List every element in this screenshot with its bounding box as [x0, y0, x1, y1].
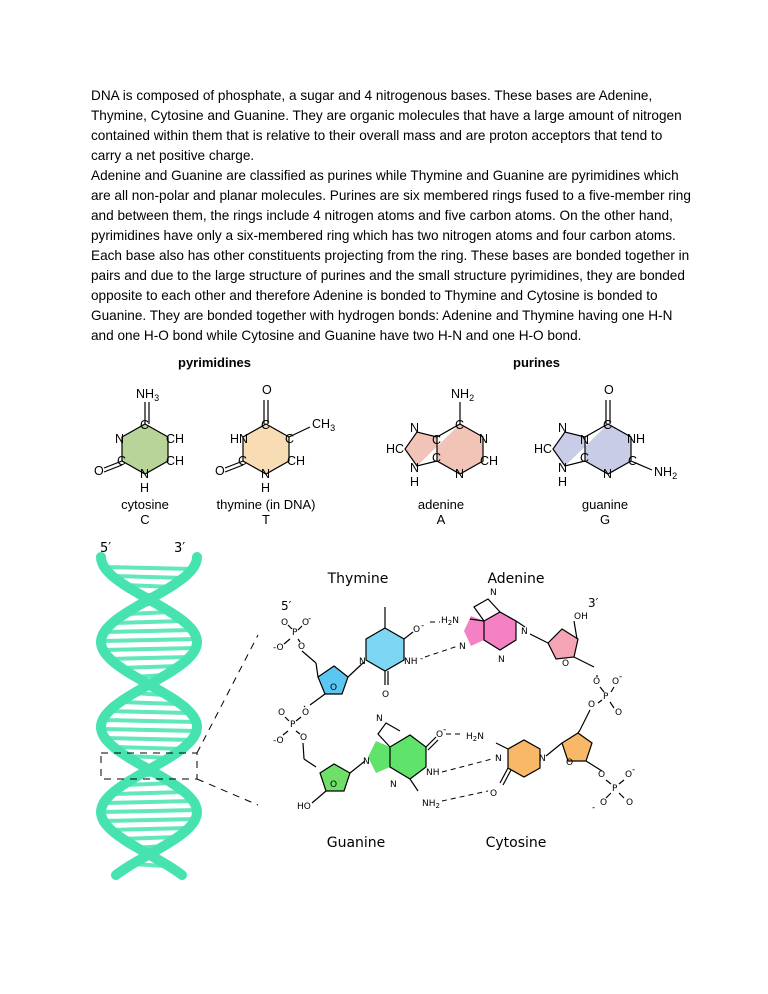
svg-text:C: C: [238, 454, 248, 468]
thymine-label: Thymine: [327, 571, 389, 587]
helix-rung: [101, 639, 196, 641]
svg-text:O: O: [436, 730, 444, 740]
svg-text:H2N: $H_2N$: [441, 616, 459, 627]
sugar-top-right: [530, 612, 594, 669]
body-text: [91, 86, 691, 346]
svg-text:C: C: [580, 451, 590, 465]
svg-text:CH: CH: [287, 454, 306, 468]
svg-text:NH2: $NH_2$: [422, 799, 440, 810]
svg-text:O: O: [413, 625, 421, 635]
svg-text:O: O: [604, 383, 614, 397]
phosphate-bottom-right: [592, 765, 635, 813]
svg-text:P: P: [612, 784, 618, 794]
svg-text:C: C: [455, 418, 465, 432]
svg-text:H: H: [261, 481, 271, 495]
svg-text:O: O: [330, 683, 338, 693]
svg-text:-: -: [308, 614, 312, 624]
svg-text:O: O: [262, 383, 272, 397]
svg-text:N: N: [363, 757, 370, 767]
hbond-gc-3: [442, 791, 488, 801]
cytosine-caption: cytosine: [121, 497, 169, 512]
svg-text:-: -: [421, 621, 425, 631]
svg-text:N: N: [521, 627, 528, 637]
svg-text:O: O: [625, 770, 633, 780]
adenine-base: [441, 588, 528, 665]
svg-text:C: C: [432, 433, 442, 447]
double-helix: [101, 557, 197, 875]
svg-text:N: N: [376, 714, 383, 724]
svg-text:-O: -O: [273, 736, 284, 746]
svg-text:N: N: [410, 421, 420, 435]
svg-text:O: O: [593, 677, 601, 687]
svg-text:C: C: [432, 451, 442, 465]
svg-text:N: N: [580, 433, 590, 447]
thymine-caption: thymine (in DNA): [216, 497, 316, 512]
svg-text:NH: NH: [426, 768, 440, 778]
adenine-label: Adenine: [487, 571, 545, 587]
guanine-label: Guanine: [326, 835, 386, 851]
strand-5prime-label: 5′: [281, 599, 292, 613]
hbond-at-2: [425, 646, 458, 657]
svg-text:-: -: [592, 803, 596, 813]
svg-text:P: P: [290, 720, 296, 730]
helix-rung: [106, 630, 193, 632]
svg-text:H: H: [140, 481, 150, 495]
svg-text:O: O: [94, 464, 104, 478]
svg-text:H: H: [410, 475, 420, 489]
cytosine-letter: C: [140, 512, 150, 527]
sugar-bottom-left: [297, 761, 365, 812]
svg-text:CH: CH: [166, 454, 185, 468]
helix-5prime-label: 5′: [100, 541, 112, 556]
helix-rung: [114, 792, 185, 794]
svg-text:N: N: [490, 588, 497, 598]
svg-text:C: C: [603, 418, 613, 432]
hbond-gc-2: [442, 759, 492, 772]
svg-text:H2N: $H_2N$: [466, 732, 484, 743]
svg-text:C: C: [117, 454, 127, 468]
zoom-guide-bottom: [197, 779, 258, 805]
svg-text:HN: HN: [230, 432, 249, 446]
cytosine-base: [466, 732, 546, 799]
svg-text:N: N: [539, 754, 546, 764]
thymine-structure: [215, 383, 335, 495]
helix-rung: [102, 648, 196, 650]
guanine-caption: guanine: [581, 497, 629, 512]
thymine-letter: T: [262, 512, 270, 527]
svg-text:P: P: [603, 692, 609, 702]
helix-rung: [109, 828, 189, 830]
svg-text:N: N: [140, 467, 150, 481]
helix-rung: [103, 819, 196, 821]
zoom-guide-top: [197, 635, 258, 753]
svg-text:O: O: [598, 770, 606, 780]
svg-text:O: O: [566, 758, 574, 768]
helix-rung: [101, 810, 197, 812]
helix-rung: [105, 738, 193, 740]
svg-text:O: O: [302, 618, 310, 628]
svg-text:HC: HC: [386, 442, 405, 456]
cytosine-label: Cytosine: [485, 835, 547, 851]
adenine-structure: [386, 387, 498, 489]
helix-rung: [105, 801, 193, 803]
helix-3prime-label: 3′: [174, 541, 186, 556]
helix-rung: [115, 621, 184, 623]
svg-text:O: O: [330, 780, 338, 790]
svg-text:O: O: [615, 708, 623, 718]
svg-text:CH3: $CH_3$: [312, 417, 336, 433]
guanine-base: [363, 714, 446, 810]
phosphate-right: [580, 672, 622, 730]
phosphate-top-left: [273, 614, 316, 663]
guanine-structure: [534, 383, 677, 489]
svg-text:CH: CH: [480, 454, 499, 468]
svg-text:O: O: [626, 798, 634, 808]
svg-text:C: C: [285, 432, 295, 446]
helix-rung: [109, 711, 189, 713]
helix-rung: [108, 657, 190, 659]
helix-rung: [104, 567, 194, 569]
svg-text:-: -: [632, 765, 636, 775]
helix-rung: [120, 702, 178, 704]
svg-text:O: O: [278, 708, 286, 718]
svg-text:N: N: [390, 780, 397, 790]
paragraph-1: DNA is composed of phosphate, a sugar and 4 nitrogenous bases. These bases are Adenine, Thymine, Cytosine and Guanine. They are organic molecules that have a large amount of nitrogen contained within them that is relative to their overall mass and are proton acceptors that tend to carry a net positive charge.: [91, 88, 682, 163]
nitrogenous-bases-figure: [0, 350, 768, 535]
adenine-letter: A: [436, 512, 446, 527]
svg-text:NH: NH: [404, 657, 418, 667]
svg-text:-O: -O: [273, 643, 284, 653]
svg-text:N: N: [479, 432, 489, 446]
sugar-bottom-right: [546, 730, 602, 771]
sugar-top-left: [310, 662, 364, 705]
svg-text:NH3: $NH_3$: [136, 387, 160, 403]
cytosine-structure: [94, 387, 184, 495]
svg-text:C: C: [628, 454, 638, 468]
helix-rung: [114, 747, 185, 749]
svg-text:C: C: [140, 418, 150, 432]
svg-text:N: N: [455, 467, 465, 481]
svg-text:O: O: [215, 464, 225, 478]
svg-text:O: O: [600, 798, 608, 808]
svg-text:O: O: [382, 690, 390, 700]
svg-text:O: O: [490, 789, 498, 799]
helix-rung: [112, 576, 185, 578]
svg-text:O: O: [562, 659, 570, 669]
svg-text:OH: OH: [574, 612, 588, 622]
strand-3prime-label: 3′: [588, 596, 599, 610]
svg-text:O: O: [302, 708, 310, 718]
svg-text:N: N: [410, 461, 420, 475]
svg-text:N: N: [558, 421, 568, 435]
svg-text:N: N: [495, 754, 502, 764]
helix-rung: [101, 729, 197, 731]
svg-text:HC: HC: [534, 442, 553, 456]
svg-text:O: O: [281, 618, 289, 628]
svg-text:P: P: [292, 628, 298, 638]
svg-text:N: N: [261, 467, 271, 481]
svg-text:N: N: [359, 657, 366, 667]
adenine-caption: adenine: [417, 497, 465, 512]
svg-text:O: O: [588, 700, 596, 710]
svg-text:N: N: [603, 467, 613, 481]
svg-text:O: O: [300, 733, 308, 743]
svg-text:CH: CH: [166, 432, 185, 446]
paragraph-2: Adenine and Guanine are classified as purines while Thymine and Guanine are pyrimidines which are all non-polar and planar molecules. Purines are six membered rings fused to a five-member ring and between them, the rings include 4 nitrogen atoms and five carbon atoms. On the other hand, pyrimidines have only a six-membered ring which has two nitrogen atoms and four carbon atoms. Each base also has other constituents projecting from the ring. These bases are bonded together in pairs and due to the large structure of purines and the small structure pyrimidines, they are bonded opposite to each other and therefore Adenine is bonded to Thymine and Cytosine is bonded to Guanine. They are bonded together with hydrogen bonds: Adenine and Thymine having one H-N and one H-O bond while Cytosine and Guanine have two H-N and one H-O bond.: [91, 168, 691, 343]
helix-rung: [103, 720, 196, 722]
purines-heading: purines: [513, 355, 560, 370]
dna-base-pairing-figure: [0, 535, 768, 890]
svg-text:O: O: [298, 642, 306, 652]
svg-text:NH2: $NH_2$: [654, 465, 678, 481]
svg-text:HO: HO: [297, 802, 311, 812]
svg-text:N: N: [115, 432, 125, 446]
svg-text:-: -: [619, 672, 623, 682]
thymine-base: [359, 607, 424, 700]
guanine-letter: G: [599, 512, 611, 527]
svg-text:NH2: $NH_2$: [451, 387, 475, 403]
svg-text:C: C: [261, 418, 271, 432]
svg-text:-: -: [420, 654, 424, 664]
svg-text:NH: NH: [627, 432, 646, 446]
svg-text:H: H: [558, 475, 568, 489]
svg-text:O: O: [612, 677, 620, 687]
phosphate-left-middle: [273, 706, 316, 767]
svg-text:-: -: [443, 725, 447, 735]
svg-text:N: N: [459, 642, 466, 652]
pyrimidines-heading: pyrimidines: [178, 355, 251, 370]
svg-text:N: N: [498, 655, 505, 665]
svg-text:N: N: [558, 461, 568, 475]
